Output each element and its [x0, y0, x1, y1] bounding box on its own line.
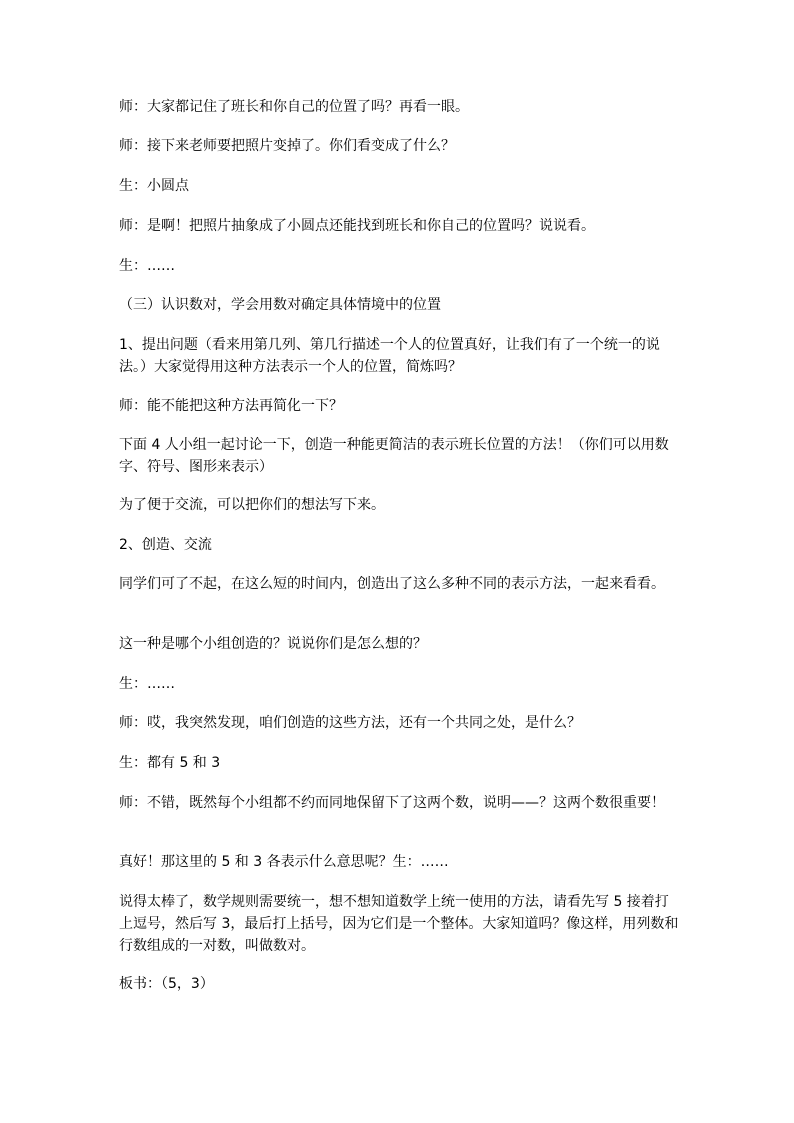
- paragraph-1: 师：大家都记住了班长和你自己的位置了吗？再看一眼。: [119, 99, 469, 115]
- paragraph-7: 1、提出问题（看来用第几列、第几行描述一个人的位置真好，让我们有了一个统一的说法。）大家觉得用这种方法表示一个人的位置，简炼吗？: [119, 337, 660, 375]
- paragraph-16: 生：都有 5 和 3: [119, 755, 221, 771]
- paragraph-20: 板书：（5，3）: [119, 976, 214, 992]
- paragraph-4: 师：是啊！把照片抽象成了小圆点还能找到班长和你自己的位置吗？说说看。: [119, 218, 595, 234]
- paragraph-17: 师：不错，既然每个小组都不约而同地保留下了这两个数，说明——？这两个数很重要！: [119, 795, 665, 811]
- paragraph-14: 生：……: [119, 676, 175, 692]
- paragraph-2: 师：接下来老师要把照片变掉了。你们看变成了什么？: [119, 138, 455, 154]
- paragraph-15: 师：哎，我突然发现，咱们创造的这些方法，还有一个共同之处，是什么？: [119, 715, 581, 731]
- paragraph-12: 同学们可了不起，在这么短的时间内，创造出了这么多种不同的表示方法，一起来看看。: [119, 576, 665, 592]
- paragraph-9: 下面 4 人小组一起讨论一下，创造一种能更简洁的表示班长位置的方法！（你们可以用数字、符号、图形来表示）: [119, 437, 669, 475]
- paragraph-5: 生：……: [119, 258, 175, 274]
- paragraph-13: 这一种是哪个小组创造的？说说你们是怎么想的？: [119, 636, 427, 652]
- paragraph-11: 2、创造、交流: [119, 537, 212, 553]
- paragraph-10: 为了便于交流，可以把你们的想法写下来。: [119, 497, 385, 513]
- paragraph-18: 真好！那这里的 5 和 3 各表示什么意思呢？生：……: [119, 854, 449, 870]
- paragraph-19: 说得太棒了，数学规则需要统一，想不想知道数学上统一使用的方法，请看先写 5 接着打上逗号，然后写 3，最后打上括号，因为它们是一个整体。大家知道吗？像这样，用列数和行数组成的一对数，叫做数对。: [119, 894, 679, 954]
- paragraph-3: 生：小圆点: [119, 178, 189, 194]
- paragraph-8: 师：能不能把这种方法再简化一下？: [119, 398, 343, 414]
- section-heading: （三）认识数对，学会用数对确定具体情境中的位置: [119, 297, 441, 313]
